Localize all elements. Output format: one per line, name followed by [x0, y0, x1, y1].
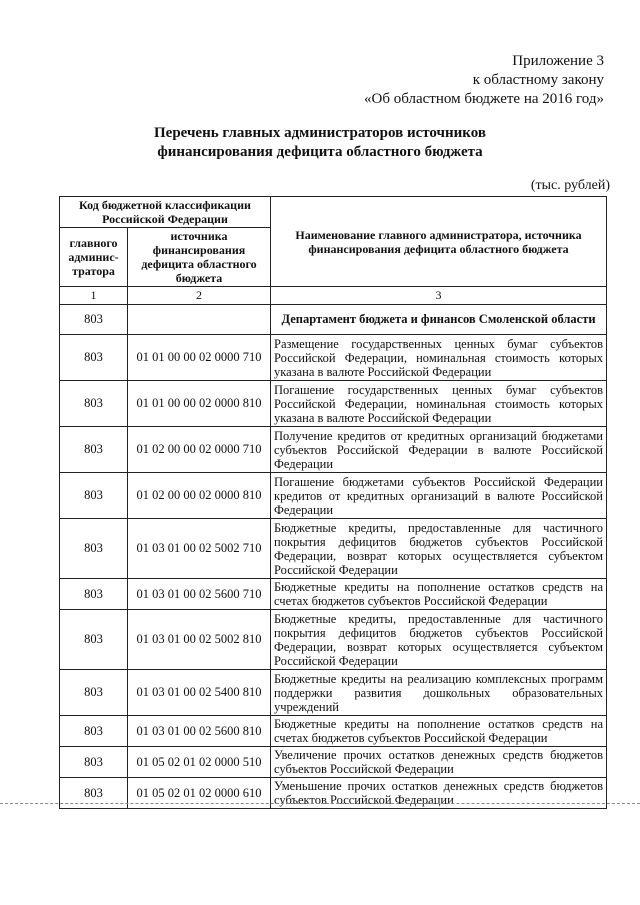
title-line-2: финансирования дефицита областного бюджета [157, 144, 483, 160]
table-row [60, 381, 607, 427]
header-main-administrator: главного админис-тратора [60, 228, 128, 287]
admin-code: 803 [60, 610, 128, 670]
table-row [60, 473, 607, 519]
header-financing-source: источника финансирования дефицита областного бюджета [128, 228, 271, 287]
table-row [60, 610, 607, 670]
administrators-table [59, 196, 607, 809]
source-code: 01 03 01 00 02 5002 710 [128, 519, 271, 579]
header-administrator-name: Наименование главного администратора, источника финансирования дефицита областного бюджета [271, 197, 607, 287]
admin-code: 803 [60, 519, 128, 579]
source-name: Размещение государственных ценных бумаг субъектов Российской Федерации, номинальная стоимость которых указана в валюте Российской Федерации [271, 335, 607, 381]
source-name: Погашение государственных ценных бумаг субъектов Российской Федерации, номинальная стоимость которых указана в валюте Российской Федерации [271, 381, 607, 427]
admin-code: 803 [60, 305, 128, 335]
column-number-2: 2 [128, 287, 271, 305]
source-code: 01 03 01 00 02 5002 810 [128, 610, 271, 670]
source-name: Бюджетные кредиты на пополнение остатков средств на счетах бюджетов субъектов Российской Федерации [271, 716, 607, 747]
table-row [60, 427, 607, 473]
appendix-header [364, 52, 604, 109]
source-code: 01 05 02 01 02 0000 510 [128, 747, 271, 778]
source-name: Увеличение прочих остатков денежных средств бюджетов субъектов Российской Федерации [271, 747, 607, 778]
admin-code: 803 [60, 670, 128, 716]
source-code: 01 01 00 00 02 0000 810 [128, 381, 271, 427]
source-code [128, 305, 271, 335]
source-code: 01 03 01 00 02 5600 810 [128, 716, 271, 747]
admin-code: 803 [60, 381, 128, 427]
page-bottom-divider [0, 803, 640, 804]
source-code: 01 03 01 00 02 5400 810 [128, 670, 271, 716]
appendix-line-1: Приложение 3 [512, 53, 604, 69]
column-number-3: 3 [271, 287, 607, 305]
document-title [0, 124, 640, 162]
source-code: 01 01 00 00 02 0000 710 [128, 335, 271, 381]
source-name: Бюджетные кредиты, предоставленные для частичного покрытия дефицитов бюджетов субъектов Российской Федерации, возврат которых осуществляется субъектом Российской Федерации [271, 519, 607, 579]
source-code: 01 03 01 00 02 5600 710 [128, 579, 271, 610]
source-name: Погашение бюджетами субъектов Российской Федерации кредитов от кредитных организаций в валюте Российской Федерации [271, 473, 607, 519]
admin-code: 803 [60, 778, 128, 809]
appendix-line-2: к областному закону [472, 72, 604, 88]
source-code: 01 02 00 00 02 0000 710 [128, 427, 271, 473]
source-code: 01 05 02 01 02 0000 610 [128, 778, 271, 809]
admin-code: 803 [60, 473, 128, 519]
table-row [60, 305, 607, 335]
department-name: Департамент бюджета и финансов Смоленской области [271, 305, 607, 335]
header-classification-code: Код бюджетной классификации Российской Федерации [60, 197, 271, 228]
table-row [60, 519, 607, 579]
source-code: 01 02 00 00 02 0000 810 [128, 473, 271, 519]
appendix-line-3: «Об областном бюджете на 2016 год» [364, 91, 604, 107]
source-name: Бюджетные кредиты на пополнение остатков средств на счетах бюджетов субъектов Российской Федерации [271, 579, 607, 610]
admin-code: 803 [60, 427, 128, 473]
source-name: Бюджетные кредиты на реализацию комплексных программ поддержки развития дошкольных образовательных учреждений [271, 670, 607, 716]
source-name: Получение кредитов от кредитных организаций бюджетами субъектов Российской Федерации в валюте Российской Федерации [271, 427, 607, 473]
admin-code: 803 [60, 335, 128, 381]
table-row [60, 579, 607, 610]
table-row [60, 670, 607, 716]
table-row [60, 335, 607, 381]
table-row [60, 716, 607, 747]
admin-code: 803 [60, 579, 128, 610]
column-number-1: 1 [60, 287, 128, 305]
admin-code: 803 [60, 747, 128, 778]
source-name: Уменьшение прочих остатков денежных средств бюджетов субъектов Российской Федерации [271, 778, 607, 809]
admin-code: 803 [60, 716, 128, 747]
table-row [60, 747, 607, 778]
source-name: Бюджетные кредиты, предоставленные для частичного покрытия дефицитов бюджетов субъектов Российской Федерации, возврат которых осуществляется субъектом Российской Федерации [271, 610, 607, 670]
title-line-1: Перечень главных администраторов источников [154, 125, 486, 141]
units-label: (тыс. рублей) [530, 178, 610, 193]
